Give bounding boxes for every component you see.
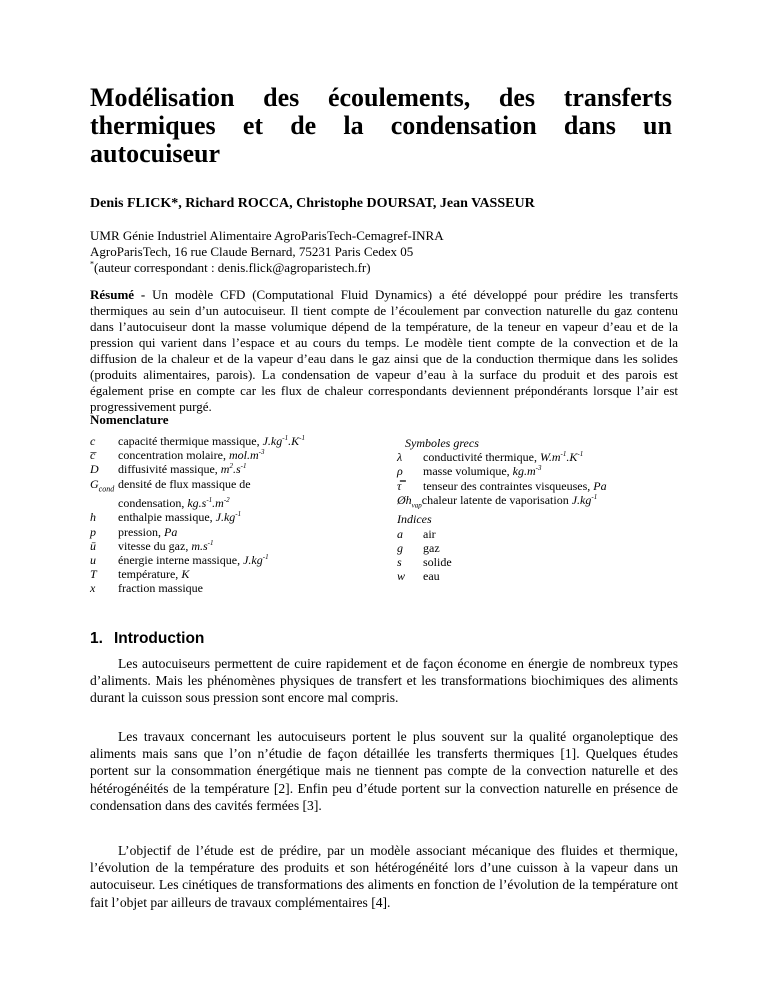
unit-exponent: -1 (206, 496, 213, 505)
title-word: des (498, 83, 536, 112)
indices-heading: Indices (397, 512, 432, 527)
index-definition: solide (423, 555, 452, 570)
symbol: p (90, 524, 96, 539)
definition: tenseur des contraintes visqueuses, Pa (423, 478, 607, 493)
title-word: transferts (563, 83, 672, 112)
unit: $m^2.s^{-1}$ (217, 462, 247, 477)
unit: $kg.s^{-1}.m^{-2}$ (184, 496, 230, 511)
unit: Pa (161, 524, 178, 539)
definition: pression, Pa (118, 524, 178, 539)
index-item (397, 541, 607, 555)
index-definition: gaz (423, 540, 440, 555)
index-item (397, 555, 607, 569)
paper-title (90, 84, 672, 168)
symbol: u (90, 553, 96, 568)
nomenclature-item (90, 539, 305, 553)
nomenclature-item (90, 581, 305, 595)
unit-exponent: -3 (258, 448, 265, 457)
intro-paragraph-2: Les travaux concernant les autocuiseurs portent le plus souvent sur la qualité organoleptique des aliments mais sans que l’on n’étudie de façon détaillée les transferts thermiques [1]. Quelques études portent sur la consommation énergétique mais ne tiennent pas compte de la convection naturelle et des hétérogénéités de la température [2]. Enfin peu d’étude portent sur la convection naturelle en présence de condensation dans des cavités fermées [3]. (90, 729, 678, 813)
unit: Pa (590, 478, 607, 493)
unit-exponent: -1 (262, 553, 269, 562)
index-item (397, 527, 607, 541)
unit-exponent: -1 (207, 538, 214, 547)
title-word: et (242, 111, 264, 140)
greek-symbol-item (397, 464, 607, 478)
definition: vitesse du gaz, $m.s^{-1}$ (118, 538, 214, 553)
greek-symbol-item (397, 450, 607, 464)
definition: fraction massique (118, 581, 203, 596)
title-line-3 (90, 140, 672, 168)
symbol: h (90, 510, 96, 525)
intro-paragraph-3: L’objectif de l’étude est de prédire, par un modèle associant mécanique des fluides et thermique, l’évolution de la température des produits et son hétérogénéité lors d’une cuisson à la vapeur dans un autocuiseur. Les cinétiques de transformations des aliments en fonction de l’évolution de la température ont fait l’objet par ailleurs de travaux complémentaires [4]. (90, 843, 678, 910)
greek-symbol: τ̿ (397, 478, 402, 493)
symbol: T (90, 567, 97, 582)
unit: $J.kg^{-1}.K^{-1}$ (259, 434, 305, 448)
affiliation-line: AgroParisTech, 16 rue Claude Bernard, 75231 Paris Cedex 05 (90, 244, 414, 259)
author-list: Denis FLICK*, Richard ROCCA, Christophe DOURSAT, Jean VASSEUR (90, 196, 535, 211)
corresponding-author-text: (auteur correspondant : denis.flick@agroparistech.fr) (94, 260, 371, 275)
greek-heading: Symboles grecs (405, 436, 479, 450)
title-word: condensation (390, 111, 537, 140)
title-word: écoulements, (327, 83, 471, 112)
definition: chaleur latente de vaporisation $J.kg^{-1}$ (421, 492, 598, 507)
title-word: la (343, 111, 364, 140)
affiliation-block (90, 228, 444, 276)
abstract-text: Un modèle CFD (Computational Fluid Dynamics) a été développé pour prédire les transferts thermiques au sein d’un autocuiseur. Il tient compte de l’écoulement par convection naturelle du gaz contenu dans l’autocuiseur dont la masse volumique dépend de la température, de la teneur en vapeur d’eau et de la pression qui varient dans l’espace et au cours du temps. Le modèle tient compte de la convection et de la diffusion de la chaleur et de la vapeur d’eau dans le gaz ainsi que de la conduction thermique dans les solides (produits alimentaires, parois). La condensation de vapeur d’eau à la surface du produit et des parois est également prise en compte car les flux de chaleur correspondants deviennent prépondérants lorsque l’air est progressivement purgé. (90, 287, 679, 414)
symbol: c (90, 434, 96, 448)
symbol: D (90, 462, 99, 477)
title-word: thermiques (90, 111, 216, 140)
unit: $m.s^{-1}$ (188, 538, 214, 553)
greek-symbol-item (397, 479, 607, 493)
definition: concentration molaire, $mol.m^{-3}$ (118, 448, 265, 463)
symbol: ū (90, 538, 96, 553)
unit-exponent: -2 (223, 496, 230, 505)
abstract (90, 287, 678, 415)
title-word: un (643, 111, 672, 140)
index-symbol: s (397, 555, 402, 570)
definition: conductivité thermique, $W.m^{-1}.K^{-1}$ (423, 450, 584, 465)
title-word: dans (563, 111, 616, 140)
unit-exponent: -1 (577, 450, 584, 459)
greek-symbol: λ (397, 450, 403, 465)
corresponding-author (90, 260, 444, 276)
symbol-subscript: cond (98, 484, 115, 493)
unit-exponent: -1 (299, 434, 305, 442)
definition: capacité thermique massique, $J.kg^{-1}.K^{-1}$ (118, 434, 305, 448)
unit: K (178, 567, 190, 582)
unit-exponent: 2 (229, 462, 233, 471)
unit-exponent: -1 (235, 510, 242, 519)
symbol: x (90, 581, 96, 596)
greek-symbol: ρ (397, 464, 403, 479)
index-symbol: a (397, 526, 403, 541)
nomenclature-item (90, 462, 305, 476)
unit-exponent: -1 (282, 434, 289, 442)
unit: $mol.m^{-3}$ (225, 448, 265, 463)
title-line-2 (90, 112, 672, 140)
title-line-1 (90, 84, 672, 112)
title-word: autocuiseur (90, 139, 220, 168)
nomenclature-item (90, 510, 305, 524)
definition: densité de flux massique de (118, 476, 251, 491)
definition: diffusivité massique, $m^2.s^{-1}$ (118, 462, 247, 477)
unit: $J.kg^{-1}$ (240, 553, 269, 568)
intro-paragraph-1: Les autocuiseurs permettent de cuire rapidement et de façon économe en énergie de nombreux types d’aliments. Mais les phénomènes physiques de transfert et les transformations biochimiques des aliments durant la cuisson sous pression sont encore mal compris. (90, 656, 678, 706)
unit: $W.m^{-1}.K^{-1}$ (536, 450, 584, 465)
nomenclature-item (90, 434, 305, 448)
greek-symbols-list (397, 436, 607, 583)
greek-symbol: $Øh_{vap}$ (397, 492, 422, 510)
symbol (90, 496, 118, 510)
unit: $kg.m^{-3}$ (509, 464, 542, 479)
index-symbol: g (397, 540, 403, 555)
title-word: Modélisation (90, 83, 235, 112)
nomenclature-item (90, 525, 305, 539)
section-heading (90, 630, 204, 648)
section-title: Introduction (114, 630, 205, 647)
section-number: 1. (90, 630, 103, 647)
unit-exponent: -1 (240, 462, 247, 471)
nomenclature-item (90, 553, 305, 567)
index-definition: air (423, 526, 436, 541)
definition: énergie interne massique, $J.kg^{-1}$ (118, 553, 269, 568)
definition: masse volumique, $kg.m^{-3}$ (423, 464, 542, 479)
nomenclature-heading: Nomenclature (90, 412, 169, 427)
symbol: c̅ (90, 448, 96, 463)
nomenclature-item (90, 448, 305, 462)
definition: enthalpie massique, $J.kg^{-1}$ (118, 510, 242, 525)
nomenclature-list (90, 434, 305, 596)
nomenclature-item (90, 477, 305, 497)
index-item (397, 569, 607, 583)
unit-exponent: -1 (591, 492, 598, 501)
index-definition: eau (423, 569, 440, 584)
definition: condensation, $kg.s^{-1}.m^{-2}$ (118, 496, 230, 511)
unit: $J.kg^{-1}$ (568, 492, 598, 507)
title-word: des (263, 83, 300, 112)
unit-exponent: -3 (535, 464, 542, 473)
symbol-subscript: vap (411, 501, 422, 510)
abstract-label: Résumé - (90, 287, 146, 302)
title-word: de (290, 111, 317, 140)
unit-exponent: -1 (560, 450, 567, 459)
unit: $J.kg^{-1}$ (212, 510, 242, 525)
definition: température, K (118, 567, 190, 582)
index-symbol: w (397, 569, 406, 584)
nomenclature-item (90, 567, 305, 581)
symbol: $G_{cond}$ (90, 476, 115, 493)
nomenclature-item (90, 496, 305, 510)
greek-symbol-item (397, 493, 607, 513)
footnote-star: * (90, 259, 94, 269)
affiliation-line: UMR Génie Industriel Alimentaire AgroParisTech-Cemagref-INRA (90, 228, 444, 243)
